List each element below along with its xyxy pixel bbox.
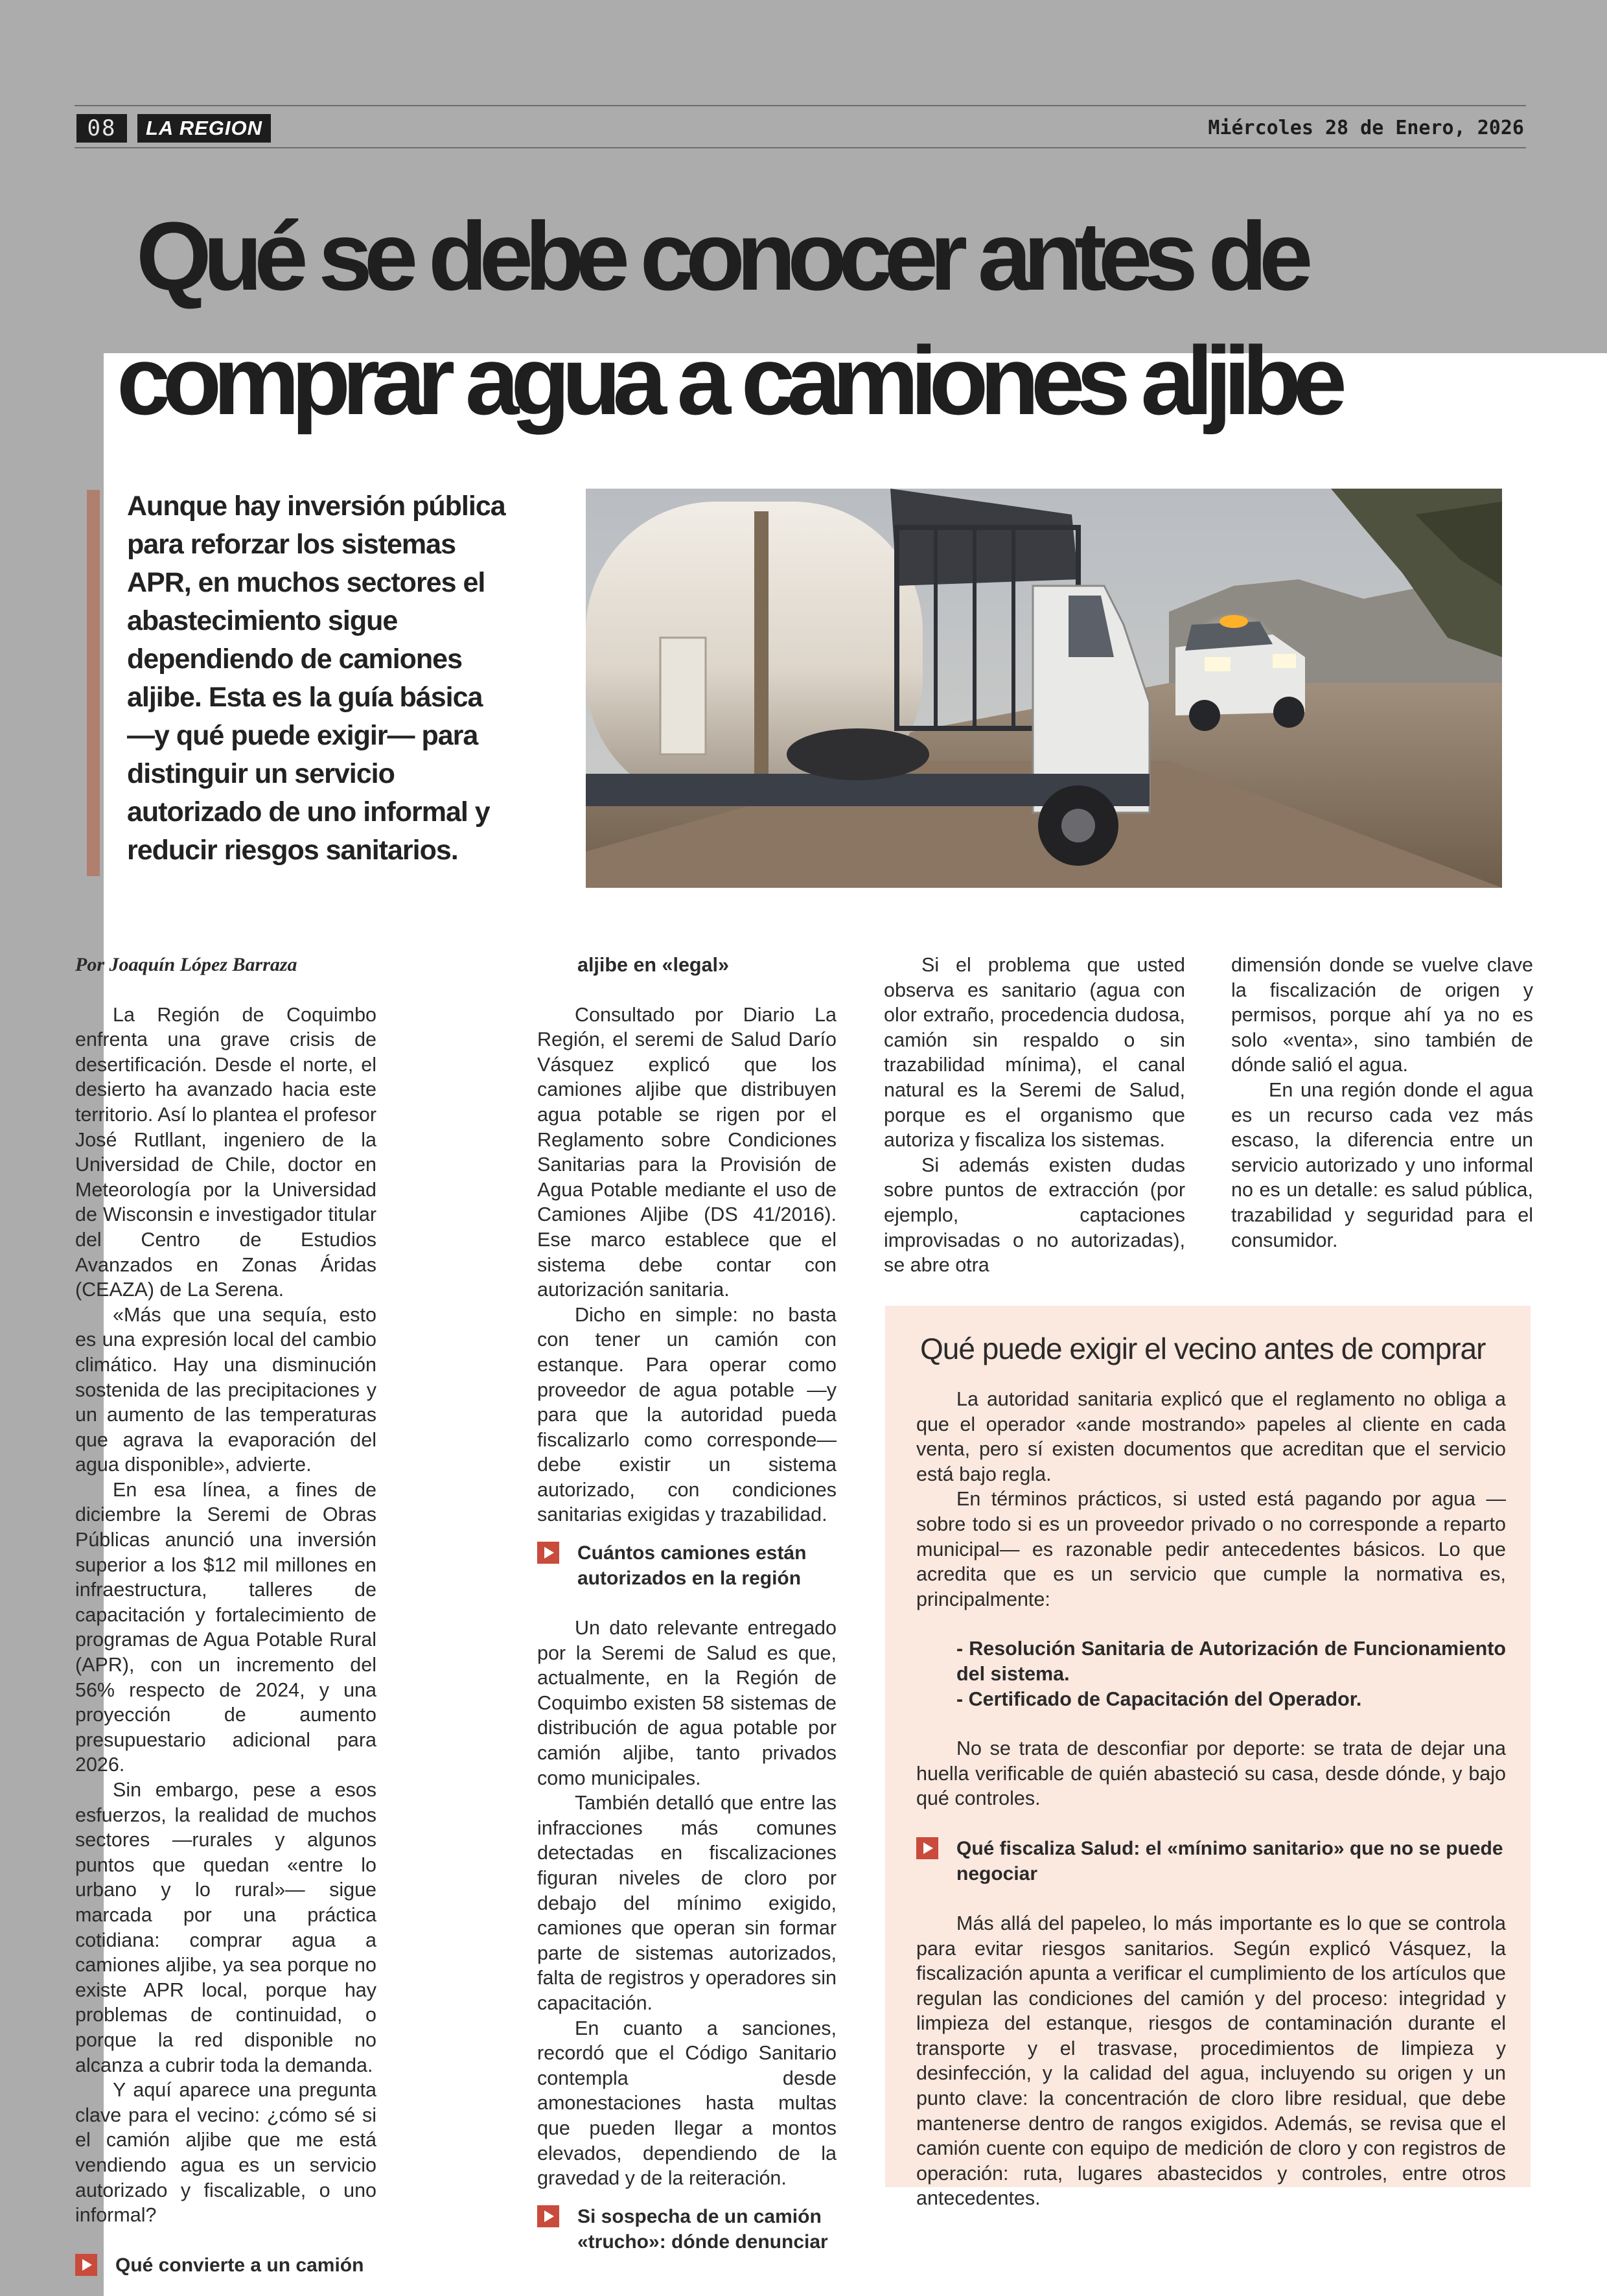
page-number: 08: [76, 114, 127, 143]
issue-date: Miércoles 28 de Enero, 2026: [1208, 117, 1524, 139]
spacer: [916, 1711, 1506, 1736]
spacer: [75, 2228, 376, 2253]
water-truck-photo: [586, 489, 1502, 888]
subheading-text: Qué fiscaliza Salud: el «mínimo sanitario» que no se puede negociar: [956, 1837, 1503, 1884]
article-column-3: [884, 953, 1185, 1278]
subheading-continuation: aljibe en «legal»: [577, 954, 729, 976]
article-column-1: [75, 953, 376, 2278]
paragraph: Si además existen dudas sobre puntos de extracción (por ejemplo, captaciones improvisadas o no autorizadas), se abre otra: [884, 1154, 1185, 1277]
spacer: [916, 1886, 1506, 1911]
subheading-text: Qué convierte a un camión: [115, 2254, 364, 2276]
subheading-text: Si sospecha de un camión «trucho»: dónde denunciar: [577, 2205, 828, 2253]
paragraph: «Más que una sequía, esto es una expresión local del cambio climático. Hay una disminución sostenida de las precipitaciones y un aumento de las temperaturas que agrava la evaporación del agua disponible», advierte.: [75, 1303, 376, 1476]
play-arrow-icon: [916, 1837, 938, 1859]
spacer: [75, 978, 376, 1003]
paragraph: Consultado por Diario La Región, el seremi de Salud Darío Vásquez explicó que los camiones aljibe que distribuyen agua potable se rigen por el Reglamento sobre Condiciones Sanitarias para la Provisión de Agua Potable mediante el uso de Camiones Aljibe (DS 41/2016). Ese marco establece que el sistema debe contar con autorización sanitaria.: [537, 1003, 837, 1301]
paragraph: En términos prácticos, si usted está pagando por agua —sobre todo si es un proveedor privado o no corresponde a reparto municipal— es razonable pedir antecedentes básicos. Lo que acredita que es un servicio que cumple la normativa es, principalmente:: [916, 1488, 1506, 1610]
spacer: [537, 1591, 837, 1616]
headline-line-2: comprar agua a camiones aljibe: [117, 326, 1339, 435]
paragraph: En una región donde el agua es un recurso cada vez más escaso, la diferencia entre un servicio autorizado y uno informal no es un detalle: es salud pública, trazabilidad y seguridad para el consumidor.: [1231, 1078, 1533, 1251]
subheading: [537, 1540, 837, 1591]
paragraph: Y aquí aparece una pregunta clave para el vecino: ¿cómo sé si el camión aljibe que me está vendiendo agua es un servicio autorizado y fiscalizable, o uno informal?: [75, 2079, 376, 2227]
paragraph: dimensión donde se vuelve clave la fiscalización de origen y permisos, porque ahí ya no es solo «venta», sino también de dónde salió el agua.: [1231, 954, 1533, 1076]
play-arrow-icon: [537, 1542, 559, 1564]
paragraph: En cuanto a sanciones, recordó que el Código Sanitario contempla desde amonestaciones hasta multas que pueden llegar a montos elevados, dependiendo de la gravedad y de la reiteración.: [537, 2017, 837, 2190]
paragraph: En esa línea, a fines de diciembre la Seremi de Obras Públicas anunció una inversión superior a los $12 mil millones en infraestructura, talleres de capacitación y fortalecimiento de programas de Agua Potable Rural (APR), con un incremento del 56% respecto de 2024, y una proyección de aumento presupuestario adicional para 2026.: [75, 1478, 376, 1776]
play-arrow-icon: [537, 2205, 559, 2227]
paragraph: La Región de Coquimbo enfrenta una grave crisis de desertificación. Desde el norte, el desierto ha avanzado hacia este territorio. Así lo plantea el profesor José Rutllant, ingeniero de la Universidad de Chile, doctor en Meteorología por la Universidad de Wisconsin e investigador titular del Centro de Estudios Avanzados en Zonas Áridas (CEAZA) de La Serena.: [75, 1003, 376, 1301]
subheading-text: Cuántos camiones están autorizados en la región: [577, 1542, 807, 1590]
paragraph: No se trata de desconfiar por deporte: se trata de dejar una huella verificable de quién abasteció su casa, desde dónde, y bajo qué controles.: [916, 1737, 1506, 1810]
newspaper-brand: LA REGION: [137, 114, 271, 143]
requirement-item: - Certificado de Capacitación del Operador.: [956, 1687, 1362, 1710]
headline-line-1: Qué se debe conocer antes de: [136, 202, 1305, 310]
spacer: [916, 1811, 1506, 1836]
play-arrow-icon: [75, 2254, 97, 2276]
paragraph: Un dato relevante entregado por la Seremi de Salud es que, actualmente, en la Región de Coquimbo existen 58 sistemas de distribución de agua potable por camión aljibe, tanto privados como municipales.: [537, 1617, 837, 1789]
spacer: [537, 2191, 837, 2204]
paragraph: Sin embargo, pese a esos esfuerzos, la realidad de muchos sectores —rurales y algunos puntos que quedan «entre lo urbano y lo rural»— sigue marcada por una práctica cotidiana: comprar agua a camiones aljibe, ya sea porque no existe APR local, porque hay problemas de continuidad, o porque la red disponible no alcanza a cubrir toda la demanda.: [75, 1779, 376, 2076]
spacer: [537, 1527, 837, 1540]
subheading: [537, 2204, 837, 2255]
paragraph: También detalló que entre las infracciones más comunes detectadas en fiscalizaciones figuran niveles de cloro por debajo del mínimo exigido, camiones que operan sin formar parte de sistemas autorizados, falta de registros y operadores sin capacitación.: [537, 1792, 837, 2014]
paragraph: Si el problema que usted observa es sanitario (agua con olor extraño, procedencia dudosa, camión sin respaldo o sin trazabilidad mínima), el canal natural es la Seremi de Salud, porque es el organismo que autoriza y fiscaliza los sistemas.: [884, 954, 1185, 1152]
article-column-4: [1231, 953, 1533, 1253]
subheading: [916, 1836, 1506, 1886]
lead-paragraph: Aunque hay inversión pública para reforzar los sistemas APR, en muchos sectores el abastecimiento sigue dependiendo de camiones aljibe. Esta es la guía básica —y qué puede exigir— para distinguir un servicio autorizado de uno informal y reducir riesgos sanitarios.: [127, 491, 505, 866]
header-rule-top: [75, 105, 1526, 106]
spacer: [537, 978, 837, 1003]
paragraph: Dicho en simple: no basta con tener un camión con estanque. Para operar como proveedor de agua potable —y para que la autoridad pueda fiscalizarlo como corresponde— debe existir un sistema autorizado, con condiciones sanitarias exigidas y trazabilidad.: [537, 1303, 837, 1526]
article-column-2: [537, 953, 837, 2255]
subheading: [75, 2253, 376, 2278]
byline: Por Joaquín López Barraza: [75, 954, 297, 975]
paragraph: La autoridad sanitaria explicó que el reglamento no obliga a que el operador «ande mostrando» papeles al cliente en cada venta, pero sí existen documentos que acreditan que el servicio está bajo regla.: [916, 1388, 1506, 1485]
info-box-body: [916, 1387, 1506, 2211]
lead-accent-bar: [87, 490, 100, 876]
paragraph: Más allá del papeleo, lo más importante es lo que se controla para evitar riesgos sanitarios. Según explicó Vásquez, la fiscalización apunta a verificar el cumplimiento de los artículos que regulan las condiciones del camión y del proceso: integridad y limpieza del estanque, riesgos de contaminación durante el transporte y el trasvase, procedimientos de limpieza y desinfección, y la calidad del agua, incluyendo su origen y un punto clave: la concentración de cloro libre residual, que debe mantenerse dentro de rangos exigidos. Además, se revisa que el camión cuente con equipo de medición de cloro y con registros de operación: ruta, lugares abastecidos y controles, entre otros antecedentes.: [916, 1912, 1506, 2210]
header-rule-bottom: [75, 147, 1526, 148]
info-box-title: Qué puede exigir el vecino antes de comprar: [920, 1332, 1486, 1365]
requirement-item: - Resolución Sanitaria de Autorización de Funcionamiento del sistema.: [956, 1638, 1506, 1685]
spacer: [916, 1612, 1506, 1636]
